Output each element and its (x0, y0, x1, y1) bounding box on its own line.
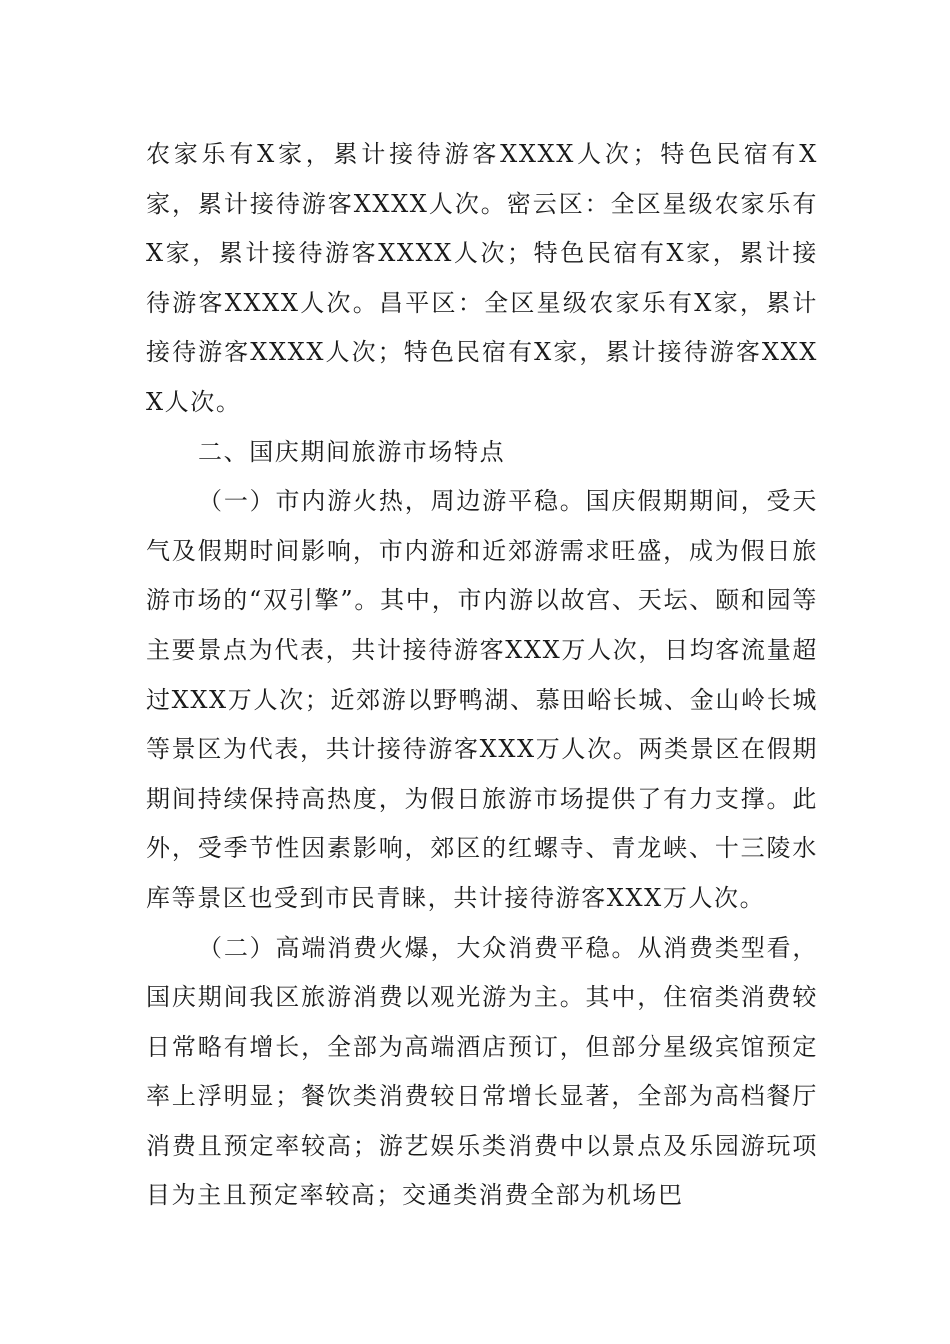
paragraph-section-1: （一）市内游火热，周边游平稳。国庆假期期间，受天气及假期时间影响，市内游和近郊游需求旺盛，成为假日旅游市场的“双引擎”。其中，市内游以故宫、天坛、颐和园等主要景点为代表，共计接待游客XXX万人次，日均客流量超过XXX万人次；近郊游以野鸭湖、慕田峪长城、金山岭长城等景区为代表，共计接待游客XXX万人次。两类景区在假期期间持续保持高热度，为假日旅游市场提供了有力支撑。此外，受季节性因素影响，郊区的红螺寺、青龙峡、十三陵水库等景区也受到市民青睐，共计接待游客XXX万人次。 (146, 487, 818, 912)
paragraph-section-2: （二）高端消费火爆，大众消费平稳。从消费类型看，国庆期间我区旅游消费以观光游为主。其中，住宿类消费较日常略有增长，全部为高端酒店预订，但部分星级宾馆预定率上浮明显；餐饮类消费较日常增长显著，全部为高档餐厅消费且预定率较高；游艺娱乐类消费中以景点及乐园游玩项目为主且预定率较高；交通类消费全部为机场巴 (146, 933, 818, 1210)
paragraph-continuation: 农家乐有X家，累计接待游客XXXX人次；特色民宿有X家，累计接待游客XXXX人次。密云区：全区星级农家乐有X家，累计接待游客XXXX人次；特色民宿有X家，累计接待游客XXXX人次。昌平区：全区星级农家乐有X家，累计接待游客XXXX人次；特色民宿有X家，累计接待游客XXXX人次。 (146, 140, 818, 416)
section-heading: 二、国庆期间旅游市场特点 (198, 437, 506, 466)
document-page (146, 130, 818, 1221)
